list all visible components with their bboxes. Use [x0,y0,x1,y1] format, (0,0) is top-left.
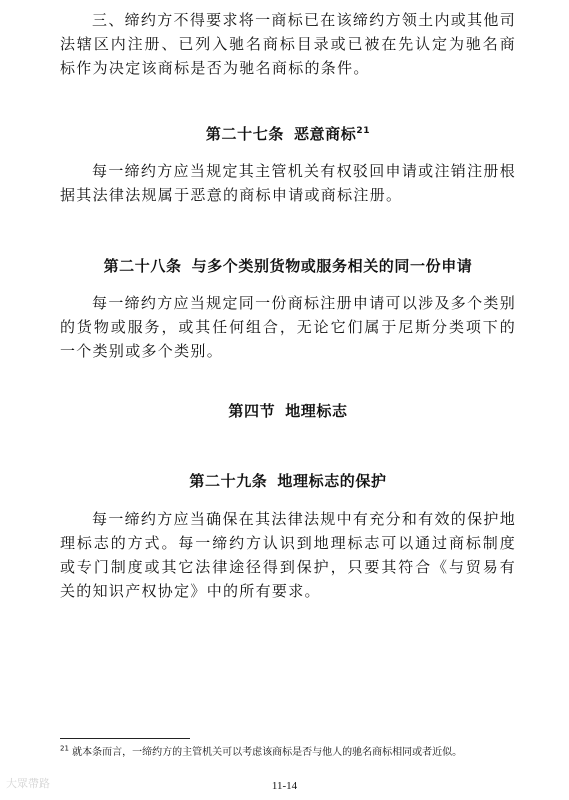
article-29-heading [60,471,516,491]
footnote-reference[interactable]: 21 [356,126,371,136]
page-number: 11-14 [271,780,298,792]
article-number: 第二十八条 [103,257,182,275]
footnote-text: 就本条而言，一缔约方的主管机关可以考虑该商标是否与他人的驰名商标相同或者近似。 [72,747,463,758]
footnote [60,746,530,760]
paragraph-text: 三、缔约方不得要求将一商标已在该缔约方领土内或其他司法辖区内注册、已列入驰名商标目录或已被在先认定为驰名商标作为决定该商标是否为驰名商标的条件。 [60,11,516,77]
paragraph-multi-class-application [60,291,516,363]
paragraph-bad-faith-marks [60,159,516,207]
article-number: 第二十七条 [205,125,284,143]
article-27-heading [60,124,516,144]
paragraph-text: 每一缔约方应当确保在其法律法规中有充分和有效的保护地理标志的方式。每一缔约方认识到地理标志可以通过商标制度或专门制度或其它法律途径得到保护，只要其符合《与贸易有关的知识产权协定》中的所有要求。 [60,510,516,600]
footnote-marker: 21 [60,744,69,753]
section-4-heading [60,401,516,421]
paragraph-text: 每一缔约方应当规定同一份商标注册申请可以涉及多个类别的货物或服务，或其任何组合，无论它们属于尼斯分类项下的一个类别或多个类别。 [60,294,516,360]
article-number: 第二十九条 [189,472,268,490]
section-number: 第四节 [228,402,276,420]
paragraph-text: 每一缔约方应当规定其主管机关有权驳回申请或注销注册根据其法律法规属于恶意的商标申请或商标注册。 [60,162,516,204]
paragraph-geographical-indications [60,507,516,603]
article-28-heading [60,256,516,276]
article-title: 地理标志的保护 [277,472,387,490]
watermark: 大眾帶路 [6,777,50,790]
footnote-divider [60,738,190,739]
paragraph-well-known-mark-conditions [60,8,516,80]
article-title: 与多个类别货物或服务相关的同一份申请 [191,257,473,275]
article-title: 恶意商标 [293,125,357,143]
section-title: 地理标志 [285,402,348,420]
